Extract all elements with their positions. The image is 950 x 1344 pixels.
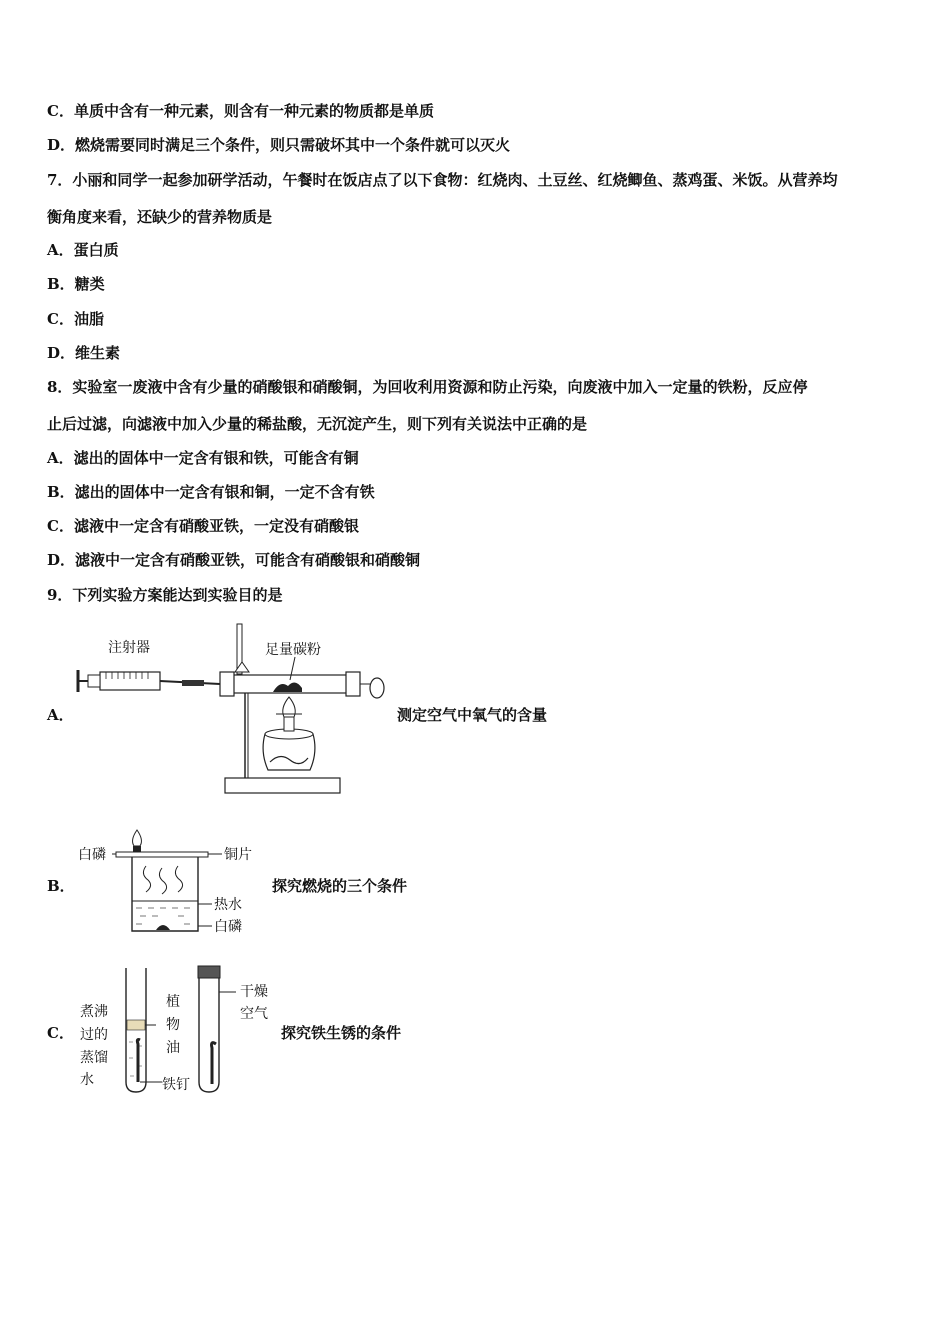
- option-c-caption: 探究铁生锈的条件: [281, 1024, 402, 1042]
- option-a-caption: 测定空气中氧气的含量: [397, 706, 548, 724]
- white-phosphorus-bottom-label: 白磷: [214, 919, 242, 935]
- copper-label: 铜片: [224, 847, 252, 863]
- test-tube-dry: [199, 978, 219, 1092]
- question-7-line-1: 7．小丽和同学一起参加研学活动，午餐时在饭店点了以下食物：红烧肉、土豆丝、红烧鲫鱼、蒸鸡蛋、米饭。从营养均: [47, 171, 838, 189]
- hot-water-label: 热水: [214, 897, 242, 913]
- svg-text:蒸馏: 蒸馏: [80, 1050, 108, 1066]
- option-a-q7: A．蛋白质: [47, 241, 119, 259]
- stopper: [198, 966, 220, 978]
- svg-text:植: 植: [166, 994, 180, 1010]
- option-c-q7: C．油脂: [47, 310, 104, 328]
- beaker: [132, 857, 198, 931]
- copper-plate: [116, 852, 208, 857]
- option-b-q7: B．糖类: [47, 275, 105, 293]
- question-8-line-1: 8．实验室一废液中含有少量的硝酸银和硝酸铜，为回收利用资源和防止污染，向废液中加入一定量的铁粉，反应停: [47, 378, 808, 396]
- svg-text:物: 物: [166, 1017, 180, 1033]
- option-a-label: A．: [47, 706, 74, 724]
- option-b-caption: 探究燃烧的三个条件: [272, 877, 408, 895]
- question-7-line-2: 衡角度来看，还缺少的营养物质是: [47, 208, 273, 226]
- white-phosphorus-top-label: 白磷: [78, 847, 106, 863]
- svg-text:油: 油: [166, 1040, 180, 1056]
- option-c-q6: C．单质中含有一种元素，则含有一种元素的物质都是单质: [47, 102, 434, 120]
- svg-text:过的: 过的: [80, 1027, 108, 1043]
- carbon-label: 足量碳粉: [265, 642, 321, 658]
- nail-label: 铁钉: [162, 1077, 190, 1093]
- option-b-figure: [74, 826, 274, 938]
- option-a-q8: A．滤出的固体中一定含有银和铁，可能含有铜: [47, 449, 359, 467]
- option-d-q7: D．维生素: [47, 344, 121, 362]
- option-c-q8: C．滤液中一定含有硝酸亚铁，一定没有硝酸银: [47, 517, 359, 535]
- option-d-q8: D．滤液中一定含有硝酸亚铁，可能含有硝酸银和硝酸铜: [47, 551, 421, 569]
- oil-layer: [127, 1020, 145, 1030]
- svg-text:空气: 空气: [240, 1006, 268, 1022]
- svg-text:煮沸: 煮沸: [80, 1004, 108, 1020]
- option-a-figure: [70, 622, 395, 797]
- option-b-q8: B．滤出的固体中一定含有银和铜，一定不含有铁: [47, 483, 375, 501]
- svg-text:水: 水: [80, 1072, 94, 1088]
- option-c-label: C．: [47, 1024, 74, 1042]
- stand-base: [225, 778, 340, 793]
- option-c-figure: [76, 962, 281, 1098]
- syringe-label: 注射器: [108, 640, 150, 656]
- option-b-label: B．: [47, 877, 75, 895]
- iron-nail-2: [212, 1043, 217, 1084]
- option-d-q6: D．燃烧需要同时满足三个条件，则只需破坏其中一个条件就可以灭火: [47, 136, 511, 154]
- svg-text:干燥: 干燥: [240, 984, 268, 1000]
- question-9: 9．下列实验方案能达到实验目的是: [47, 586, 283, 604]
- question-8-line-2: 止后过滤，向滤液中加入少量的稀盐酸，无沉淀产生，则下列有关说法中正确的是: [47, 415, 588, 433]
